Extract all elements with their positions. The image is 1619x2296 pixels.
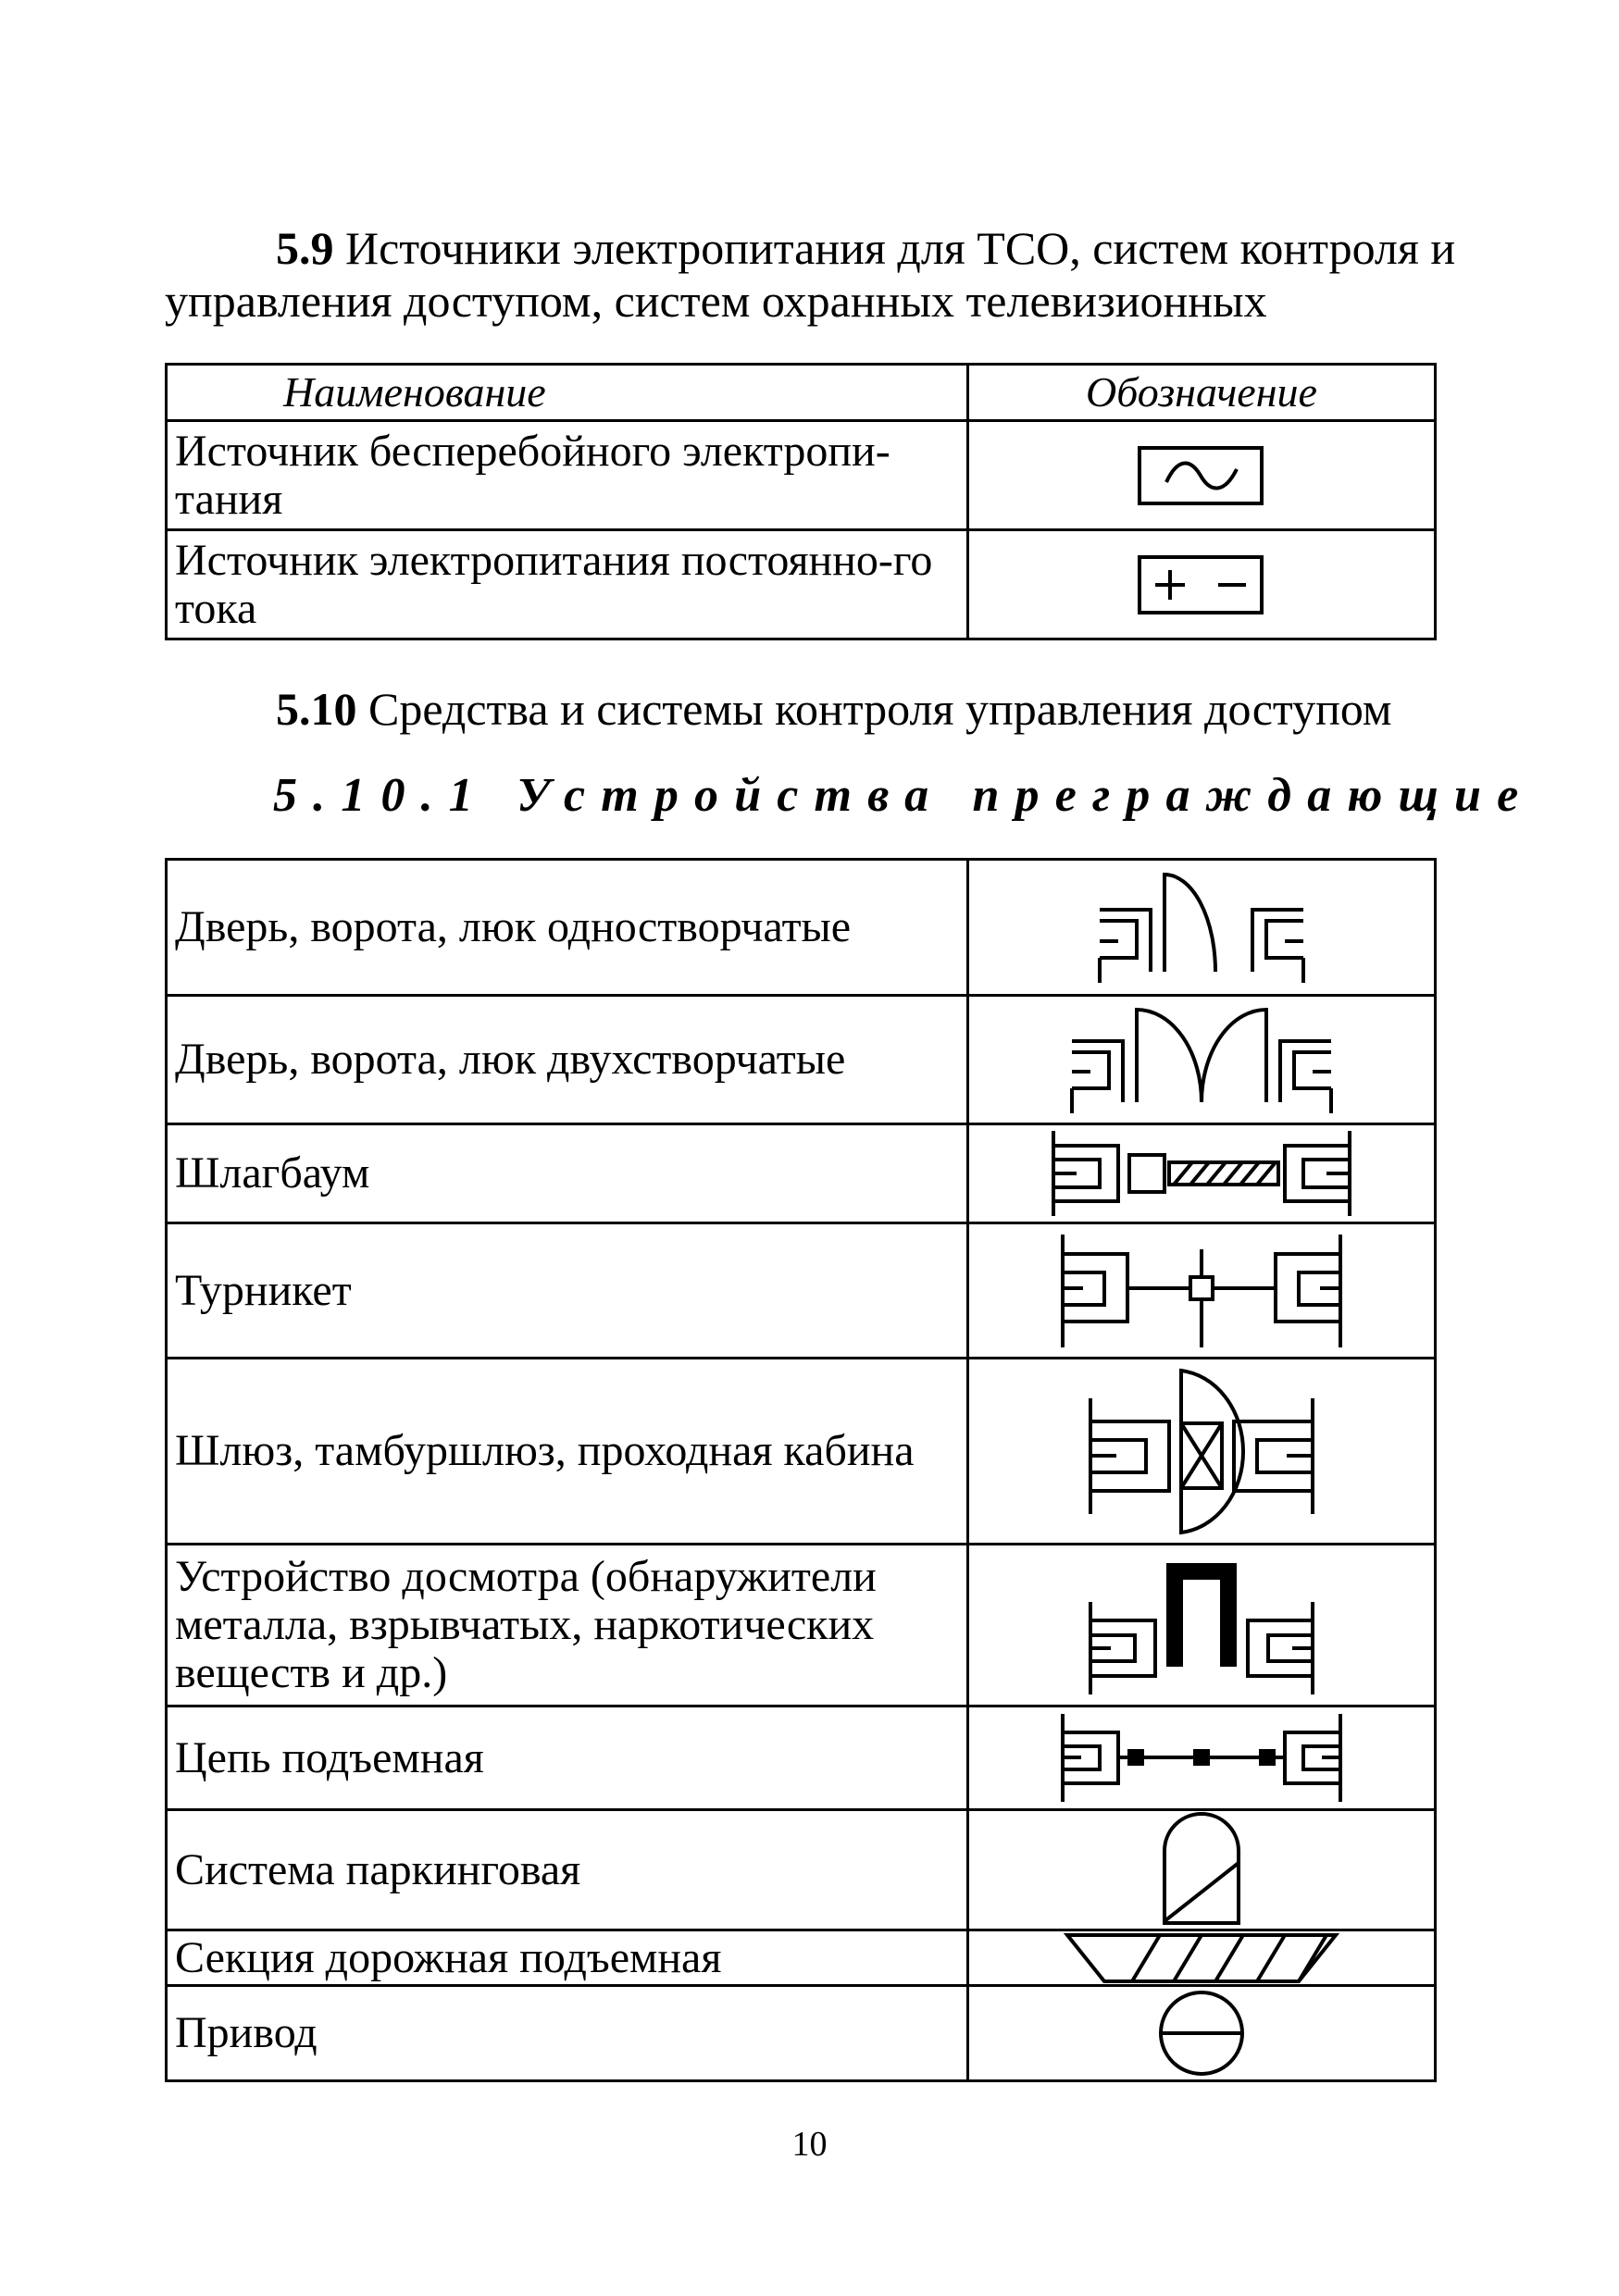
power-sources-table [165,363,1437,640]
barrier-symbol-icon [1044,1127,1359,1220]
row-name: Дверь, ворота, люк одностворчатые [167,860,968,996]
subsection-title: 5.10.1 Устройства преграждающие [273,769,1535,822]
section-number: 5.10 [276,683,357,735]
table-row [167,530,1436,639]
dc-plus-minus-symbol-icon [1137,552,1266,617]
lifting-chain-symbol-icon [1053,1709,1350,1806]
section-title: Источники электропитания для ТСО, систем контроля и управления доступом, систем охранных телевизионных [165,222,1456,327]
double-leaf-door-symbol-icon [1063,1000,1340,1119]
row-name: Шлюз, тамбуршлюз, проходная кабина [167,1359,968,1545]
table-row [167,1223,1436,1359]
row-name: Привод [167,1986,968,2081]
table-row [167,1545,1436,1706]
table-row [167,1706,1436,1810]
single-leaf-door-symbol-icon [1090,865,1313,990]
road-blocker-symbol-icon [1063,1932,1340,1984]
table-row [167,1930,1436,1986]
section-5-9-heading [165,222,1461,328]
row-name: Система паркинговая [167,1810,968,1930]
row-name: Секция дорожная подъемная [167,1930,968,1986]
row-name: Устройство досмотра (обнаружители металла, взрывчатых, наркотических веществ и др.) [167,1545,968,1706]
barrier-devices-table [165,858,1437,2082]
column-header-symbol: Обозначение [968,365,1436,421]
table-row [167,1810,1436,1930]
table-row [167,996,1436,1124]
drive-symbol-icon [1155,1987,1248,2079]
table-row [167,1986,1436,2081]
ups-tilde-symbol-icon [1137,443,1266,508]
row-name: Дверь, ворота, люк двухстворчатые [167,996,968,1124]
table-header-row [167,365,1436,421]
row-name: Цепь подъемная [167,1706,968,1810]
table-row [167,1359,1436,1545]
column-header-name: Наименование [167,365,968,421]
row-name: Источник электропитания постоянно-го тока [167,530,968,639]
section-number: 5.9 [276,222,334,274]
section-5-10-heading [165,683,1461,736]
inspection-device-symbol-icon [1081,1546,1322,1704]
table-row [167,421,1436,530]
row-name: Источник бесперебойного электропи-тания [167,421,968,530]
table-row [167,1124,1436,1223]
page-number: 10 [791,2125,828,2164]
parking-system-symbol-icon [1155,1812,1248,1928]
table-row [167,860,1436,996]
section-title: Средства и системы контроля управления доступом [368,683,1392,735]
row-name: Турникет [167,1223,968,1359]
row-name: Шлагбаум [167,1124,968,1223]
turnstile-symbol-icon [1053,1231,1350,1351]
airlock-symbol-icon [1081,1366,1322,1537]
